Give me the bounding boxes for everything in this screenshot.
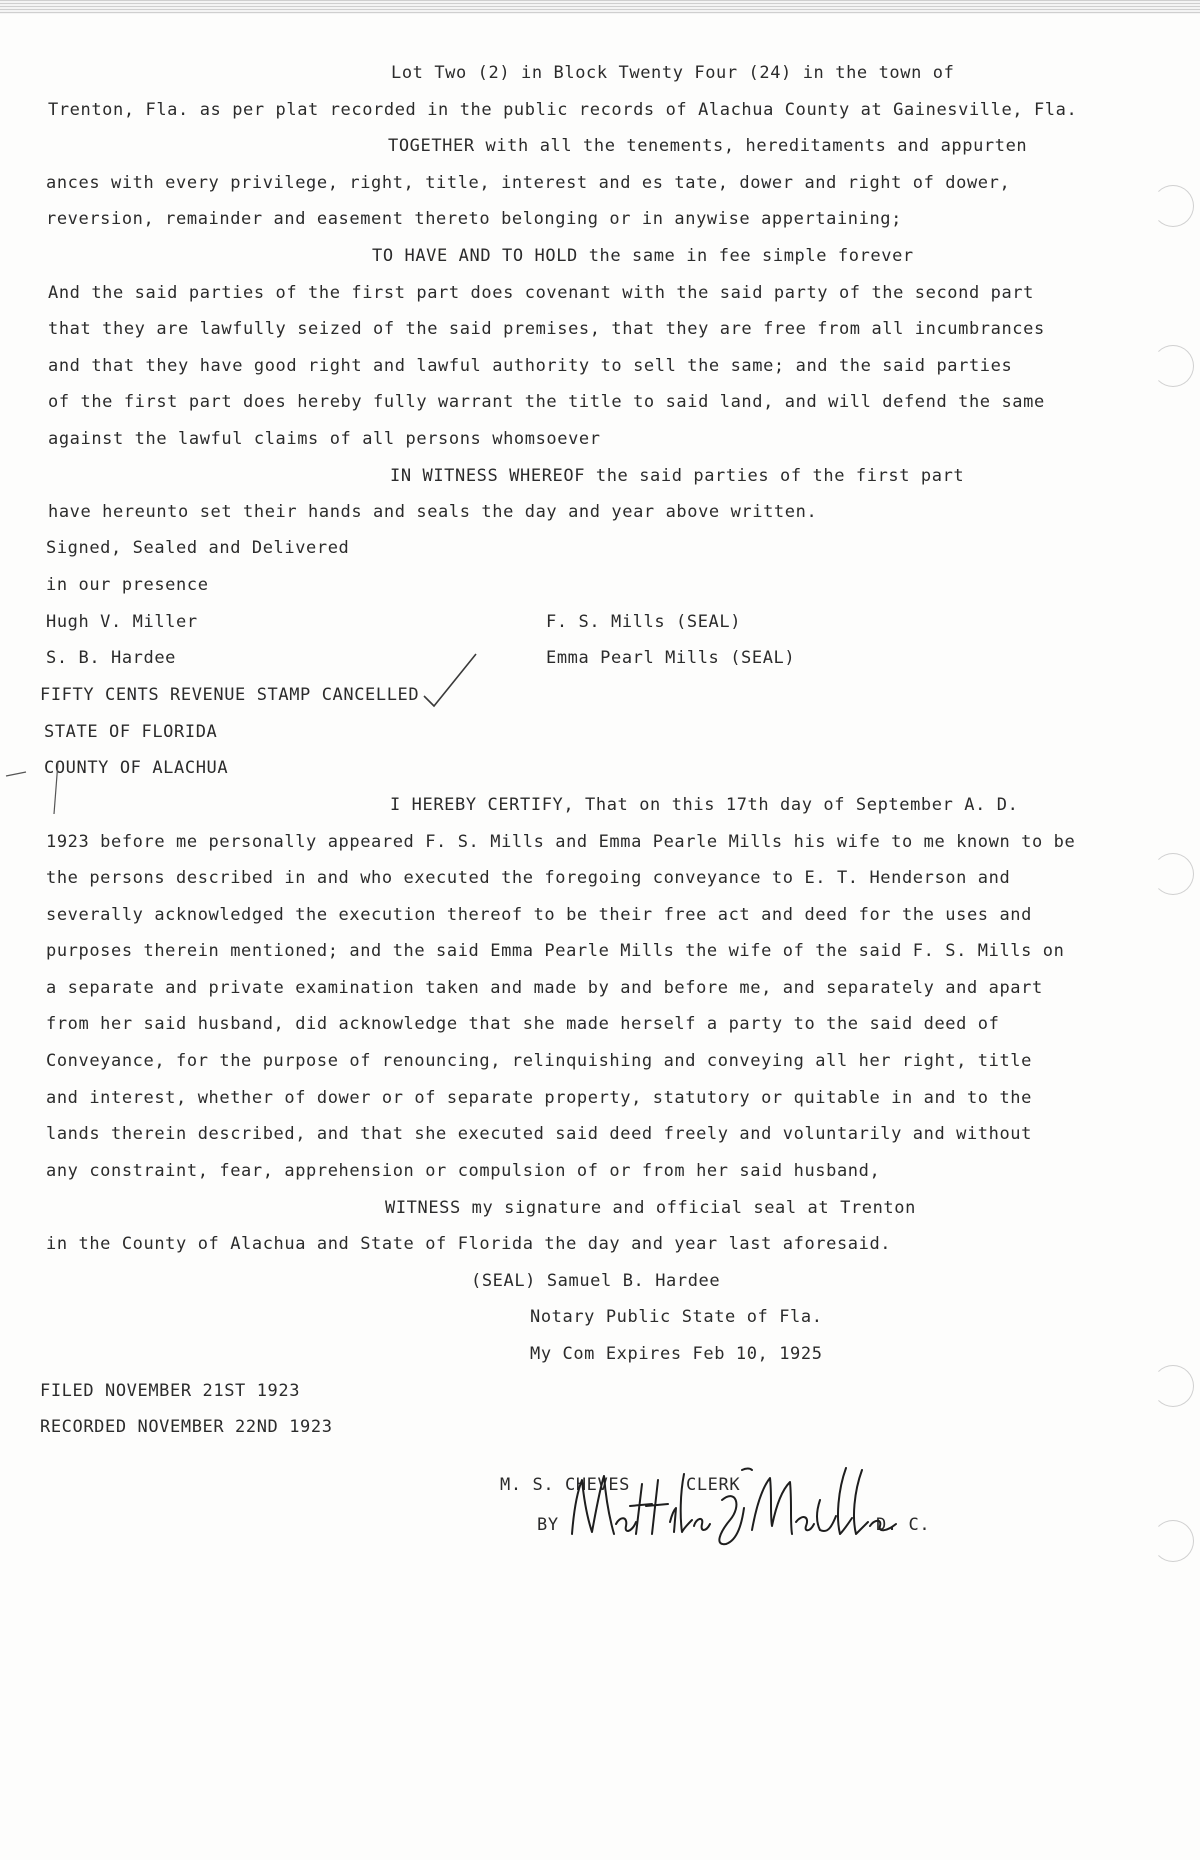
notary-commission: My Com Expires Feb 10, 1925 [530, 1344, 823, 1364]
check-mark-icon [420, 650, 480, 710]
deed-line: Signed, Sealed and Delivered [46, 538, 350, 558]
binder-hole-mark [1152, 185, 1194, 227]
binder-hole-mark [1152, 1365, 1194, 1407]
filed-date: FILED NOVEMBER 21ST 1923 [40, 1381, 301, 1401]
deputy-clerk-signature-icon [566, 1460, 906, 1555]
by-label: BY [537, 1515, 559, 1535]
deed-line: 1923 before me personally appeared F. S. Mills and Emma Pearle Mills his wife to me known to be [46, 832, 1076, 852]
clerk-title: CLERK [686, 1475, 741, 1495]
deed-line: severally acknowledged the execution thereof to be their free act and deed for the uses and [46, 905, 1032, 925]
grantor-signature: Emma Pearl Mills (SEAL) [546, 648, 796, 668]
binder-hole-mark [1152, 1520, 1194, 1562]
deed-line: from her said husband, did acknowledge that she made herself a party to the said deed of [46, 1014, 1000, 1034]
recorded-date: RECORDED NOVEMBER 22ND 1923 [40, 1417, 333, 1437]
deed-line: in our presence [46, 575, 209, 595]
deed-line: and interest, whether of dower or of separate property, statutory or quitable in and to the [46, 1088, 1032, 1108]
deed-line: IN WITNESS WHEREOF the said parties of the first part [390, 466, 965, 486]
deed-line: ances with every privilege, right, title, interest and es tate, dower and right of dower, [46, 173, 1011, 193]
deed-line: any constraint, fear, apprehension or compulsion of or from her said husband, [46, 1161, 881, 1181]
deed-line: and that they have good right and lawful authority to sell the same; and the said parties [48, 356, 1013, 376]
deputy-clerk-label: D. C. [876, 1515, 931, 1535]
deed-line: I HEREBY CERTIFY, That on this 17th day of September A. D. [390, 795, 1019, 815]
binder-hole-mark [1152, 853, 1194, 895]
deed-line: that they are lawfully seized of the said premises, that they are free from all incumbrances [48, 319, 1045, 339]
deed-line: Conveyance, for the purpose of renouncing, relinquishing and conveying all her right, title [46, 1051, 1032, 1071]
deed-line: TOGETHER with all the tenements, hereditaments and appurten [388, 136, 1028, 156]
venue-state: STATE OF FLORIDA [44, 722, 218, 742]
notary-title: Notary Public State of Fla. [530, 1307, 823, 1327]
grantor-signature: F. S. Mills (SEAL) [546, 612, 742, 632]
deed-line: of the first part does hereby fully warrant the title to said land, and will defend the same [48, 392, 1045, 412]
deed-line: purposes therein mentioned; and the said Emma Pearle Mills the wife of the said F. S. Mills on [46, 941, 1065, 961]
witness-name: Hugh V. Miller [46, 612, 198, 632]
revenue-stamp-note: FIFTY CENTS REVENUE STAMP CANCELLED [40, 685, 420, 705]
deed-line: against the lawful claims of all persons whomsoever [48, 429, 601, 449]
venue-county: COUNTY OF ALACHUA [44, 758, 229, 778]
notary-signature: (SEAL) Samuel B. Hardee [471, 1271, 721, 1291]
deed-line: TO HAVE AND TO HOLD the same in fee simple forever [372, 246, 914, 266]
deed-line: the persons described in and who executed the foregoing conveyance to E. T. Henderson and [46, 868, 1011, 888]
deed-line: Trenton, Fla. as per plat recorded in the public records of Alachua County at Gainesville, Fla. [48, 100, 1078, 120]
deed-line: lands therein described, and that she executed said deed freely and voluntarily and without [46, 1124, 1032, 1144]
deed-line: Lot Two (2) in Block Twenty Four (24) in the town of [391, 63, 955, 83]
binder-hole-mark [1152, 345, 1194, 387]
scan-edge [0, 0, 1200, 14]
deed-line: WITNESS my signature and official seal at Trenton [385, 1198, 916, 1218]
clerk-name: M. S. CHEVES [500, 1475, 631, 1495]
deed-line: in the County of Alachua and State of Florida the day and year last aforesaid. [46, 1234, 892, 1254]
deed-line: reversion, remainder and easement thereto belonging or in anywise appertaining; [46, 209, 902, 229]
deed-line: a separate and private examination taken and made by and before me, and separately and apart [46, 978, 1043, 998]
deed-line: have hereunto set their hands and seals the day and year above written. [48, 502, 818, 522]
deed-line: And the said parties of the first part does covenant with the said party of the second part [48, 283, 1034, 303]
witness-name: S. B. Hardee [46, 648, 177, 668]
margin-pencil-mark-icon [0, 758, 70, 818]
